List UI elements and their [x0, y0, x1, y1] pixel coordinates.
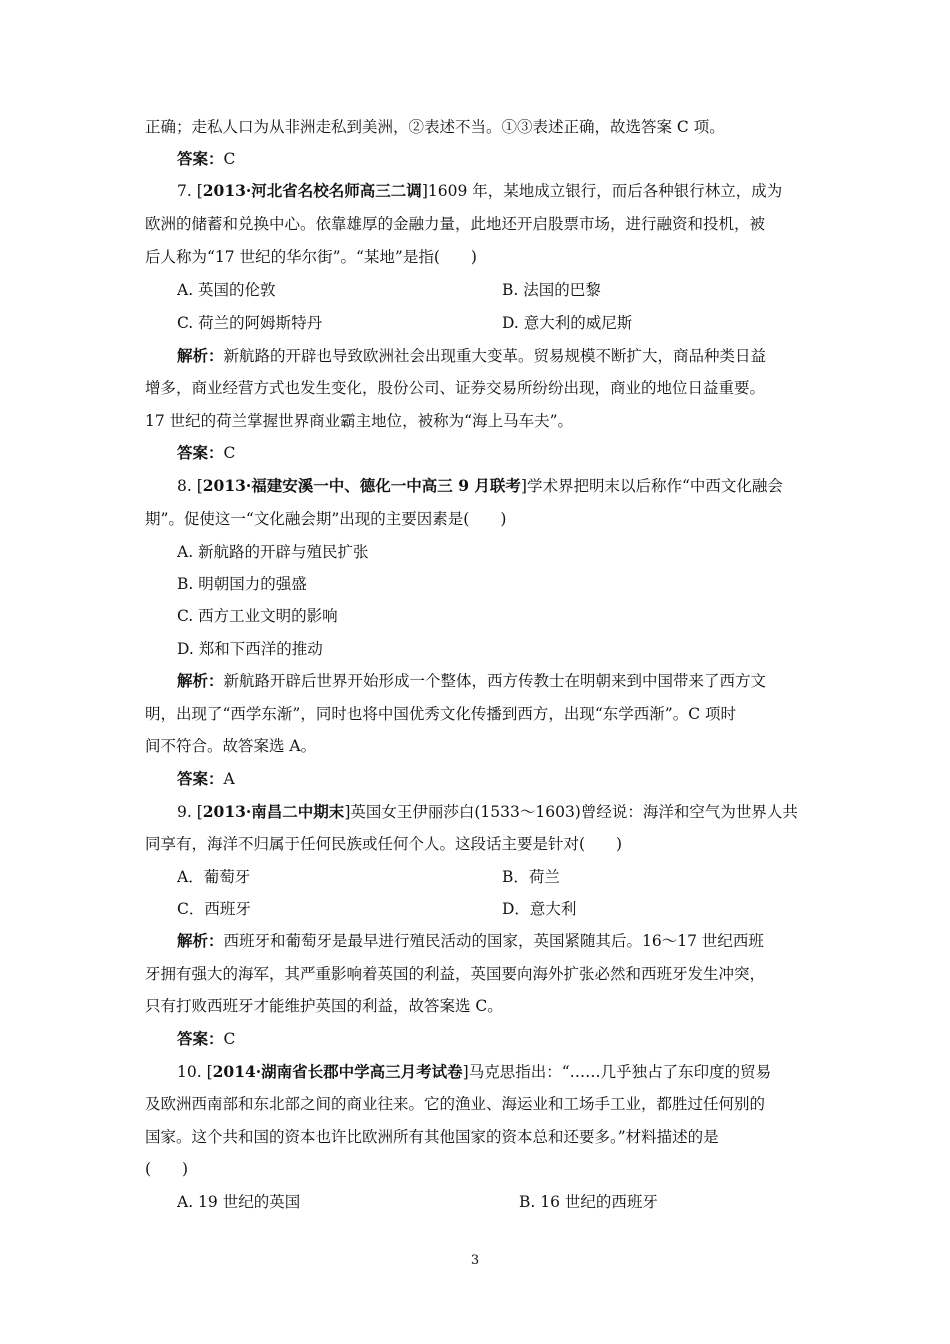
question-source: 2013·南昌二中期末	[202, 802, 345, 821]
question-text: ]马克思指出：“……几乎独占了东印度的贸易	[462, 1063, 772, 1081]
answer-label: 答案：	[177, 769, 224, 788]
answer-value: A	[223, 770, 235, 788]
question-source: 2013·福建安溪一中、德化一中高三 9 月联考	[202, 476, 521, 495]
answer-line	[177, 769, 817, 789]
option-d: D．意大利	[502, 900, 577, 918]
explanation-line-1	[177, 931, 817, 951]
option-b: B. 16 世纪的西班牙	[519, 1193, 658, 1211]
option-b: B. 法国的巴黎	[502, 281, 601, 299]
explanation-label: 解析：	[177, 671, 224, 690]
answer-label: 答案：	[177, 149, 224, 168]
answer-label: 答案：	[177, 443, 224, 462]
explanation-text: 西班牙和葡萄牙是最早进行殖民活动的国家，英国紧随其后。16～17 世纪西班	[223, 932, 764, 950]
question-8-line-2: 期”。促使这一“文化融会期”出现的主要因素是( )	[145, 510, 507, 528]
option-c: C. 荷兰的阿姆斯特丹	[177, 314, 323, 332]
explanation-line-2: 牙拥有强大的海军，其严重影响着英国的利益，英国要向海外扩张必然和西班牙发生冲突，	[145, 965, 766, 983]
explanation-line-2: 增多，商业经营方式也发生变化，股份公司、证券交易所纷纷出现，商业的地位日益重要。	[145, 379, 766, 397]
question-10-line-1	[177, 1062, 817, 1082]
option-a: A. 英国的伦敦	[177, 281, 276, 299]
option-a: A．葡萄牙	[177, 868, 251, 886]
question-number: 8. [	[177, 477, 203, 495]
explanation-text: 新航路的开辟也导致欧洲社会出现重大变革。贸易规模不断扩大，商品种类日益	[223, 347, 767, 365]
explanation-text: 新航路开辟后世界开始形成一个整体，西方传教士在明朝来到中国带来了西方文	[223, 672, 767, 690]
question-10-line-3: 国家。这个共和国的资本也许比欧洲所有其他国家的资本总和还要多。”材料描述的是	[145, 1128, 719, 1146]
question-text: ]1609 年，某地成立银行，而后各种银行林立，成为	[421, 182, 783, 200]
page-number: 3	[470, 1253, 480, 1268]
option-b: B．荷兰	[502, 868, 560, 886]
question-10-line-2: 及欧洲西南部和东北部之间的商业往来。它的渔业、海运业和工场手工业，都胜过任何别的	[145, 1095, 766, 1113]
option-b: B. 明朝国力的强盛	[177, 575, 307, 593]
question-text: ]英国女王伊丽莎白(1533～1603)曾经说：海洋和空气为世界人共	[344, 803, 798, 821]
explanation-line-2: 明，出现了“西学东渐”，同时也将中国优秀文化传播到西方，出现“东学西渐”。C 项时	[145, 705, 736, 723]
question-7-line-2: 欧洲的储蓄和兑换中心。依靠雄厚的金融力量，此地还开启股票市场，进行融资和投机，被	[145, 215, 766, 233]
option-c: C. 西方工业文明的影响	[177, 607, 338, 625]
question-number: 10. [	[177, 1063, 213, 1081]
question-number: 9. [	[177, 803, 203, 821]
question-source: 2014·湖南省长郡中学高三月考试卷	[212, 1062, 463, 1081]
option-d: D. 郑和下西洋的推动	[177, 640, 323, 658]
question-9-line-1	[177, 802, 817, 822]
explanation-line-1	[177, 671, 817, 691]
answer-value: C	[223, 1030, 236, 1048]
explanation-line-3: 17 世纪的荷兰掌握世界商业霸主地位，被称为“海上马车夫”。	[145, 412, 574, 430]
explanation-line-3: 间不符合。故答案选 A。	[145, 737, 317, 755]
answer-line	[177, 443, 817, 463]
text-line: 正确；走私人口为从非洲走私到美洲，②表述不当。①③表述正确，故选答案 C 项。	[145, 118, 725, 136]
question-text: ]学术界把明末以后称作“中西文化融会	[520, 477, 783, 495]
answer-value: C	[223, 444, 236, 462]
question-7-line-3: 后人称为“17 世纪的华尔街”。“某地”是指( )	[145, 248, 477, 266]
question-8-line-1	[177, 476, 817, 496]
question-source: 2013·河北省名校名师高三二调	[202, 181, 422, 200]
answer-value: C	[223, 150, 236, 168]
question-number: 7. [	[177, 182, 203, 200]
question-7-line-1	[177, 181, 817, 201]
explanation-label: 解析：	[177, 931, 224, 950]
answer-line	[177, 1029, 817, 1049]
explanation-line-1	[177, 346, 817, 366]
option-a: A. 19 世纪的英国	[177, 1193, 301, 1211]
question-10-line-4: ( )	[145, 1160, 189, 1178]
option-d: D. 意大利的威尼斯	[502, 314, 633, 332]
answer-label: 答案：	[177, 1029, 224, 1048]
option-a: A. 新航路的开辟与殖民扩张	[177, 543, 369, 561]
explanation-line-3: 只有打败西班牙才能维护英国的利益，故答案选 C。	[145, 997, 503, 1015]
question-9-line-2: 同享有，海洋不归属于任何民族或任何个人。这段话主要是针对( )	[145, 835, 623, 853]
answer-line	[177, 149, 817, 169]
explanation-label: 解析：	[177, 346, 224, 365]
option-c: C．西班牙	[177, 900, 251, 918]
